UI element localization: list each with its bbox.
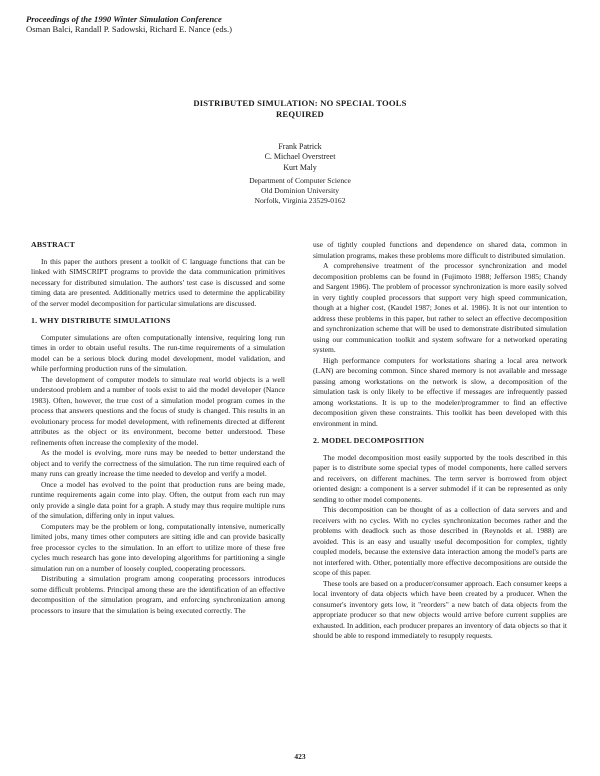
affiliation <box>180 176 420 206</box>
body-paragraph: Computers may be the problem or long, computationally intensive, numerically limited jobs, many times other computers are sitting idle and can provide basically free processor cycles to the simulation. In an effort to utilize more of these free cycles much research has gone into developing algorithms for partitioning a single simulation run on a number of loosely coupled, cooperating processors. <box>31 521 285 573</box>
body-paragraph: In this paper the authors present a toolkit of C language functions that can be linked with SIMSCRIPT programs to provide the data communication primitives necessary for distributed simulation. The authors' test case is discussed and some timing data are presented. Additionally metrics used to determine the applicability of the server model decomposition for particular simulations are discussed. <box>31 256 285 308</box>
author-name: Kurt Maly <box>283 162 317 172</box>
right-column <box>313 240 567 642</box>
page-number: 423 <box>294 752 306 761</box>
body-paragraph: High performance computers for workstations sharing a local area network (LAN) are becoming common. Since shared memory is not available and message passing among workstations on the network is slow, a decomposition of the simulation task is only likely to be effective if messages are infrequently passed among workstations. It is up to the modeler/programmer to find an effective decomposition given these constraints. This toolkit has been developed with this environment in mind. <box>313 355 567 428</box>
paper-title <box>120 98 480 120</box>
body-paragraph: This decomposition can be thought of as a collection of data servers and and receivers with no cycles. With no cycles synchronization becomes rather and the problems with deadlock such as those described in (Reynolds et al. 1988) are avoided. This is an easy and usually useful decomposition for complex, tightly coupled models, because the extensive data interaction among the model's parts are not interfered with. Other, potentially more effective decompositions are outside the scope of this paper. <box>313 505 567 577</box>
author-list <box>180 142 420 173</box>
body-paragraph: The model decomposition most easily supported by the tools described in this paper is to distribute some special types of model components, here called servers and receivers, on different machines. The term server is borrowed from object oriented design: a component is a server submodel if it can be represented as only sending to other model components. <box>313 452 567 504</box>
left-column <box>31 240 285 616</box>
affiliation-university: Old Dominion University <box>260 186 340 195</box>
body-paragraph: Distributing a simulation program among cooperating processors introduces some difficult problems. Principal among these are the identification of an effective decomposition of the simulation program, and enforcing synchronization among processors to insure that the simulation is being executed correctly. The <box>31 574 285 615</box>
proceedings-title: Proceedings of the 1990 Winter Simulation Conference <box>26 14 222 24</box>
body-paragraph: Computer simulations are often computationally intensive, requiring long run times in order to obtain useful results. The run-time requirements of a simulation model can be a serious block during model development, model validation, and while performing production runs of the simulation. <box>31 332 285 373</box>
proceedings-editors: Osman Balci, Randall P. Sadowski, Richard E. Nance (eds.) <box>26 24 232 34</box>
paper-title-line-2: REQUIRED <box>276 109 324 119</box>
body-paragraph: use of tightly coupled functions and dependence on shared data, common in simulation programs, makes these problems more difficult to distributed simulation. <box>313 240 567 260</box>
body-paragraph: As the model is evolving, more runs may be needed to better understand the object and to verify the correctness of the simulation. The run time required each of many runs can greatly increase the time needed to develop and verify a model. <box>31 448 285 478</box>
section-heading: 1. WHY DISTRIBUTE SIMULATIONS <box>31 316 171 325</box>
section-heading: ABSTRACT <box>31 240 76 249</box>
affiliation-department: Department of Computer Science <box>249 176 351 185</box>
author-name: Frank Patrick <box>278 142 322 151</box>
body-paragraph: Once a model has evolved to the point that production runs are being made, runtime requirements again come into play. Often, the output from each run may only provide a single data point for a graph. A study may thus require multiple runs of the simulation, differing only in input values. <box>31 479 285 520</box>
author-name: C. Michael Overstreet <box>264 152 336 162</box>
affiliation-address: Norfolk, Virginia 23529-0162 <box>254 196 346 205</box>
section-heading: 2. MODEL DECOMPOSITION <box>313 436 425 445</box>
body-paragraph: The development of computer models to simulate real world objects is a well understood problem and a number of tools exist to aid the model developer (Nance 1983). Often, however, the true cost of a simulation model program comes in the process that answers questions and the focus of study is changed. This results in an evolutionary process for model development, with refinements directed at different attributes as the object or its environment, become better understood. These refinements often increase the complexity of the model. <box>31 374 285 447</box>
body-paragraph: A comprehensive treatment of the processor synchronization and model decomposition problems can be found in (Fujimoto 1988; Jefferson 1985; Chandy and Sargent 1986). The problem of processor synchronization is more easily solved in very tightly coupled processors that support very high speed communication, though at a higher cost, (Kaudel 1987; Jones et al. 1986). It is not our intention to address these problems in this paper, but rather to select an effective decomposition and synchronization scheme that will be used to demonstrate distributed simulation using our communication toolkit and system software for a networked operating system. <box>313 261 567 354</box>
paper-title-line-1: DISTRIBUTED SIMULATION: NO SPECIAL TOOLS <box>193 98 407 108</box>
proceedings-header <box>26 14 232 34</box>
body-paragraph: These tools are based on a producer/consumer approach. Each consumer keeps a local inventory of data objects which have been created by a producer. When the consumer's inventory gets low, it "reorders" a new batch of data objects from the appropriate producer so that new objects would arrive before current supplies are exhausted. In addition, each producer prepares an inventory of data objects so that it should be able to respond immediately to resupply requests. <box>313 578 567 640</box>
